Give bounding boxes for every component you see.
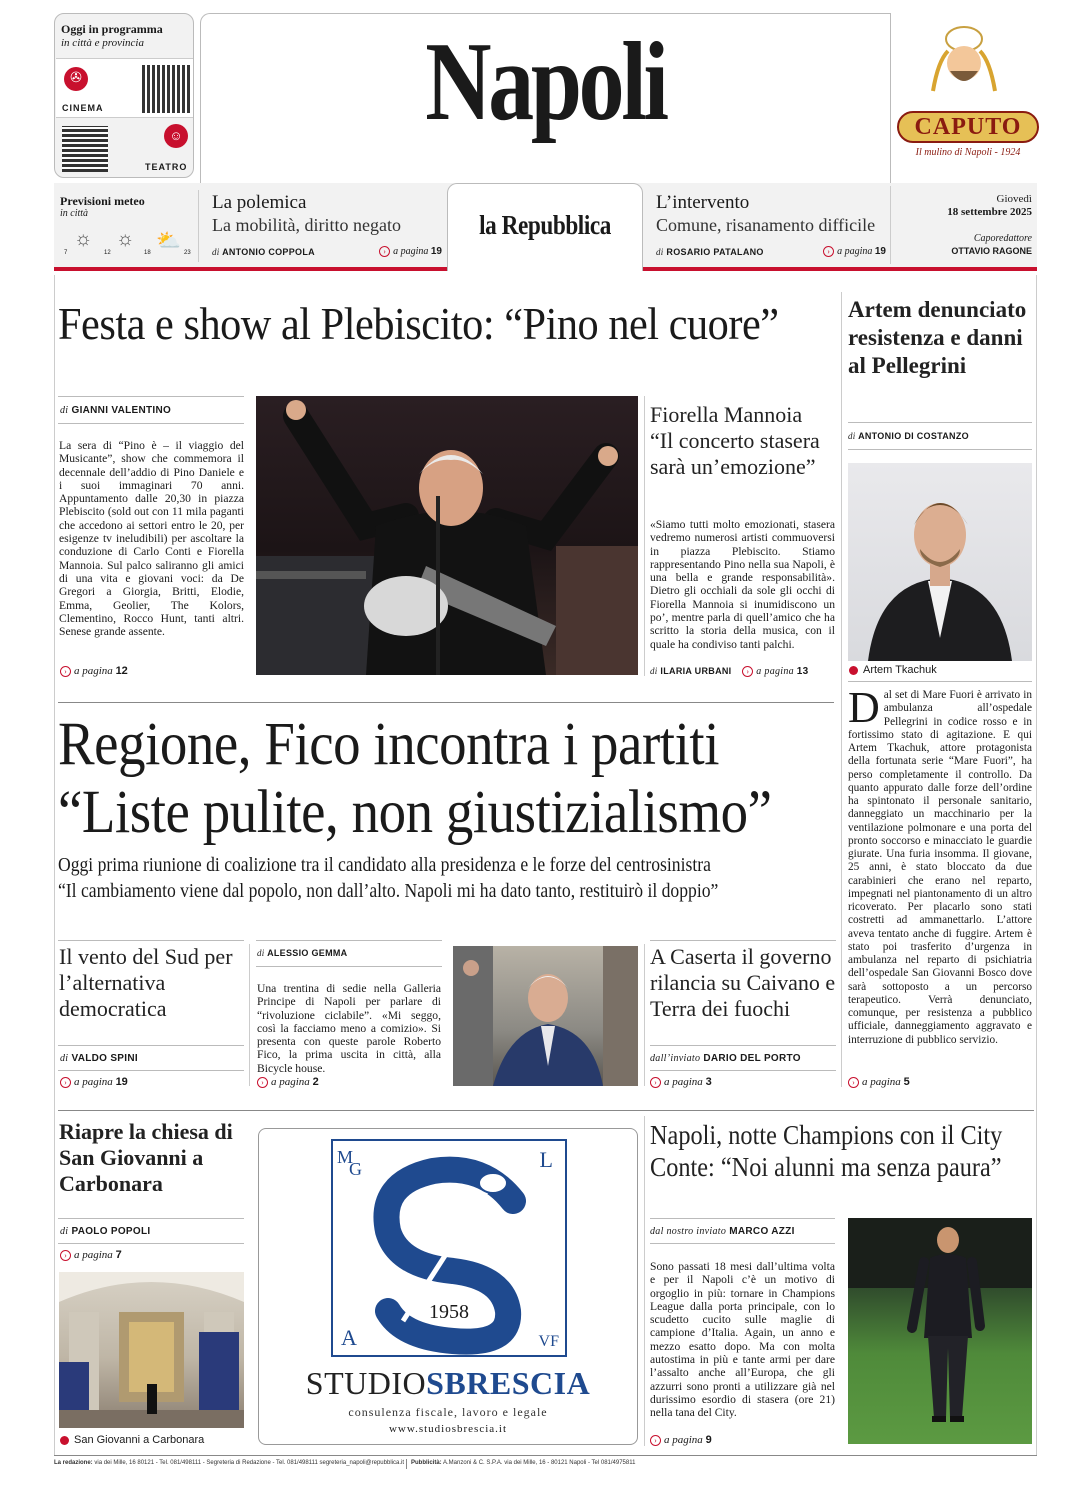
artem-body: al set di Mare Fuori è arrivato in ambulanza all’ospedale Pellegrini in codice rosso e in fortissimo stato di agitazione. E qui Artem Tkachuk, attore protagonista della fortunata serie “Mare Fuori”, ha perso completamente il controllo. Da quanto appurato dalle forze dell’ordine ha spintonato il personale sanitario, danneggiato un macchinario per la ventilazione polmonare e una porta del pronto soccorso e minacciato le guardie giurate. Una furia insomma. Il giovane, 25 anni, è stato bloccato da due carabinieri che erano nel reparto, impegnati nel piantonamento di un altro ricoverato. Per placarlo sono stati costretti ad ammanettarlo. L’attore aveva tentato anche di fuggire. Artem è stato poi trasferito d’urgenza in ambulanza nel reparto di psichiatria dell’ospedale San Giovanni Bosco dove sarà sottoposto a un percorso terapeutico. Verrà denunciato, comunque, per resistenza a pubblico ufficiale, danneggiamento aggravato e interruzione di pubblico servizio. — [848, 689, 1032, 1046]
meteo-hour: 7 — [64, 250, 68, 256]
regione-subhead-2: “Il cambiamento viene dal popolo, non dall’alto. Napoli mi ha dato tanto, restituirò il doppio” — [58, 880, 719, 902]
meteo-hour: 12 — [104, 250, 111, 256]
meteo-subtitle: in città — [60, 208, 89, 219]
programma-subtitle: in città e provincia — [61, 37, 144, 49]
intervento-pageref[interactable]: › a pagina 19 — [823, 246, 886, 257]
monogram-letter: A — [341, 1325, 357, 1350]
chiesa-byline: di PAOLO POPOLI — [60, 1226, 151, 1237]
chiesa-caption: San Giovanni a Carbonara — [60, 1434, 204, 1446]
caserta-pageref[interactable]: › a pagina 3 — [650, 1076, 712, 1088]
mannoia-headline[interactable]: Fiorella Mannoia “Il concerto stasera sarà un’emozione” — [650, 402, 820, 479]
monogram-letter: L — [539, 1147, 553, 1172]
monogram-letter: VF — [538, 1333, 559, 1350]
dropcap: D — [848, 683, 880, 732]
meteo-title: Previsioni meteo — [60, 194, 145, 208]
studio-url[interactable]: www.studiosbrescia.it — [388, 1423, 508, 1435]
polemica-pageref[interactable]: › a pagina 19 — [379, 246, 442, 257]
gemma-body: Una trentina di sedie nella Galleria Principe di Napoli per parlare di “rivoluzione ciclabile”. «Mi seggo, così la facciamo meno a comizio». Si presenta con queste parole Roberto Fico, la prima uscita in città, alla Bicycle house. — [257, 982, 441, 1075]
champions-headline-1[interactable]: Napoli, notte Champions con il City — [650, 1120, 1003, 1150]
mannoia-byline: di ILARIA URBANI › a pagina 13 — [650, 666, 809, 677]
chef-logo-icon — [928, 21, 1000, 101]
arrow-right-icon: › — [60, 1250, 71, 1261]
monogram-logo — [331, 1139, 567, 1357]
intervento-teaser[interactable] — [656, 192, 886, 264]
meteo-panel — [54, 186, 196, 266]
cinema-panel[interactable] — [56, 58, 193, 118]
vento-headline[interactable]: Il vento del Sud per l’alternativa democratica — [59, 944, 233, 1021]
footer-pubblicita: Pubblicità: A.Manzoni & C. S.P.A. via dei Mille, 16 - 80121 Napoli - Tel 081/4975811 — [411, 1460, 636, 1466]
brand-tab — [447, 183, 643, 271]
lead-byline: di GIANNI VALENTINO — [60, 405, 172, 416]
cinema-qr-icon[interactable] — [142, 65, 190, 113]
gemma-byline: di ALESSIO GEMMA — [257, 948, 348, 958]
teatro-qr-icon[interactable] — [62, 126, 108, 172]
masthead-box — [200, 13, 891, 183]
teatro-panel[interactable] — [56, 118, 193, 176]
studio-tagline: consulenza fiscale, lavoro e legale — [348, 1405, 548, 1419]
arrow-right-icon: › — [848, 1077, 859, 1088]
artem-article — [848, 683, 1032, 1047]
footer-redazione: La redazione: via dei Mille, 16 80121 - Tel. 081/498111 - Segreteria di Redazione - Tel. 081/498111 segreteria_napoli@repubblica.it — [54, 1460, 404, 1466]
meteo-hour: 18 — [144, 250, 151, 256]
cinema-icon: ✇ — [64, 67, 88, 91]
monogram-letter: G — [349, 1159, 362, 1179]
s-rose-icon — [333, 1141, 569, 1359]
arrow-right-icon: › — [257, 1077, 268, 1088]
theatre-masks-icon: ☺ — [164, 124, 188, 148]
arrow-right-icon: › — [823, 246, 834, 257]
champions-pageref[interactable]: › a pagina 9 — [650, 1434, 712, 1446]
champions-byline: dal nostro inviato MARCO AZZI — [650, 1226, 795, 1237]
sun-icon: ☼ — [74, 228, 93, 250]
artem-caption: Artem Tkachuk — [849, 664, 937, 676]
monogram-letter: M — [337, 1147, 354, 1167]
artem-photo — [848, 463, 1032, 661]
cinema-label: CINEMA — [62, 103, 104, 113]
polemica-title: La mobilità, diritto negato — [212, 215, 401, 235]
studio-sbrescia-ad[interactable] — [258, 1128, 638, 1445]
partly-cloudy-icon: ⛅ — [156, 230, 181, 252]
meteo-hour: 23 — [184, 250, 191, 256]
mannoia-pageref[interactable]: › a pagina 13 — [742, 666, 808, 677]
vento-pageref[interactable]: › a pagina 19 — [60, 1076, 128, 1088]
chiesa-headline[interactable]: Riapre la chiesa di San Giovanni a Carbonara — [59, 1119, 233, 1196]
sun-icon: ☼ — [116, 228, 135, 250]
regione-headline-1[interactable]: Regione, Fico incontra i partiti — [58, 711, 720, 778]
polemica-teaser[interactable] — [212, 192, 442, 264]
teatro-label: TEATRO — [145, 162, 188, 172]
masthead-title: Napoli — [425, 20, 666, 144]
conte-photo — [848, 1218, 1032, 1444]
caserta-byline: dall’inviato DARIO DEL PORTO — [650, 1053, 801, 1064]
intervento-byline: di ROSARIO PATALANO — [656, 247, 764, 257]
editor-role: Caporedattore — [973, 233, 1032, 244]
lead-body: La sera di “Pino è – il viaggio del Musicante”, show che commemora il decennale dell’addio di Pino Daniele e i suoi immaginari 70 anni. Appuntamento dalle 20,30 in piazza Plebiscito (sold out con 11 mila paganti che accedono ai settori entro le 20, per esigenze tv ineludibili) per ascoltare la conduzione di Carlo Conti e Fiorella Mannoia. Sul palco saliranno gli amici di una vita e giovani voci: da De Gregori a Giorgia, Britti, Elodie, Emma, Geolier, The Kolors, Clementino, Rocco Hunt, tanti altri. Senese grande assente. — [59, 439, 244, 639]
caption-dot-icon — [849, 666, 858, 675]
arrow-right-icon: › — [742, 666, 753, 677]
brand-logo: la Repubblica — [479, 210, 611, 240]
polemica-kicker: La polemica — [212, 192, 307, 213]
caputo-brand: CAPUTO — [897, 111, 1039, 143]
pino-daniele-photo — [256, 396, 638, 675]
caserta-headline[interactable]: A Caserta il governo rilancia su Caivano e Terra dei fuochi — [650, 944, 836, 1021]
intervento-kicker: L’intervento — [656, 192, 750, 213]
vento-byline: di VALDO SPINI — [60, 1053, 138, 1064]
arrow-right-icon: › — [650, 1077, 661, 1088]
arrow-right-icon: › — [60, 1077, 71, 1088]
church-photo — [59, 1272, 244, 1428]
caputo-ad[interactable] — [893, 13, 1043, 178]
gemma-pageref[interactable]: › a pagina 2 — [257, 1076, 319, 1088]
champions-headline-2[interactable]: Conte: “Noi alunni ma senza paura” — [650, 1152, 1002, 1182]
date-day: Giovedì — [996, 193, 1032, 205]
regione-subhead-1: Oggi prima riunione di coalizione tra il candidato alla presidenza e le forze del centrosinistra — [58, 854, 711, 876]
monogram-year: 1958 — [429, 1301, 469, 1323]
artem-byline: di ANTONIO DI COSTANZO — [848, 431, 969, 441]
mannoia-body: «Siamo tutti molto emozionati, stasera vedremo numerosi artisti commuoversi in piazza Plebiscito. Stiamo rappresentando Pino nella sua Napoli, è una bella e grande responsabilità». Dietro gli occhiali da sole gli occhi di Fiorella Mannoia si inumidiscono un po’, mentre parla di quell’amico che ha scritto la storia della musica, con il quale ha condiviso tanti palchi. — [650, 518, 835, 651]
arrow-right-icon: › — [650, 1435, 661, 1446]
champions-body: Sono passati 18 mesi dall’ultima volta e per il Napoli c’è un motivo di orgoglio in più: tornare in Champions League dalla porta principale, con lo scudetto cucito sulle maglie di campione d’Italia. Again, un anno e mezzo esatto dopo. Ma con molta autostima in più e tante armi per dare l’assalto anche all’Europa, che gli azzurri sono pronti a utilizzare già nel durissimo esordio di stasera (ore 21) nella tana del City. — [650, 1260, 835, 1420]
arrow-right-icon: › — [379, 246, 390, 257]
polemica-byline: di ANTONIO COPPOLA — [212, 247, 315, 257]
caption-dot-icon — [60, 1436, 69, 1445]
lead-pageref[interactable]: › a pagina 12 — [60, 665, 128, 677]
artem-headline[interactable]: Artem denunciato resistenza e danni al Pellegrini — [848, 297, 1027, 378]
caputo-tagline: Il mulino di Napoli - 1924 — [915, 147, 1021, 158]
studio-name: STUDIOSBRESCIA — [305, 1365, 591, 1401]
programma-box — [54, 13, 194, 178]
arrow-right-icon: › — [60, 666, 71, 677]
date-full: 18 settembre 2025 — [947, 206, 1032, 218]
lead-headline[interactable]: Festa e show al Plebiscito: “Pino nel cuore” — [58, 299, 779, 349]
artem-pageref[interactable]: › a pagina 5 — [848, 1076, 910, 1088]
fico-photo — [453, 946, 638, 1086]
programma-title: Oggi in programma — [61, 22, 163, 36]
regione-headline-2[interactable]: “Liste pulite, non giustizialismo” — [58, 779, 772, 846]
chiesa-pageref[interactable]: › a pagina 7 — [60, 1249, 122, 1261]
date-panel — [895, 193, 1032, 263]
editor-name: OTTAVIO RAGONE — [951, 246, 1032, 256]
intervento-title: Comune, risanamento difficile — [656, 215, 876, 235]
